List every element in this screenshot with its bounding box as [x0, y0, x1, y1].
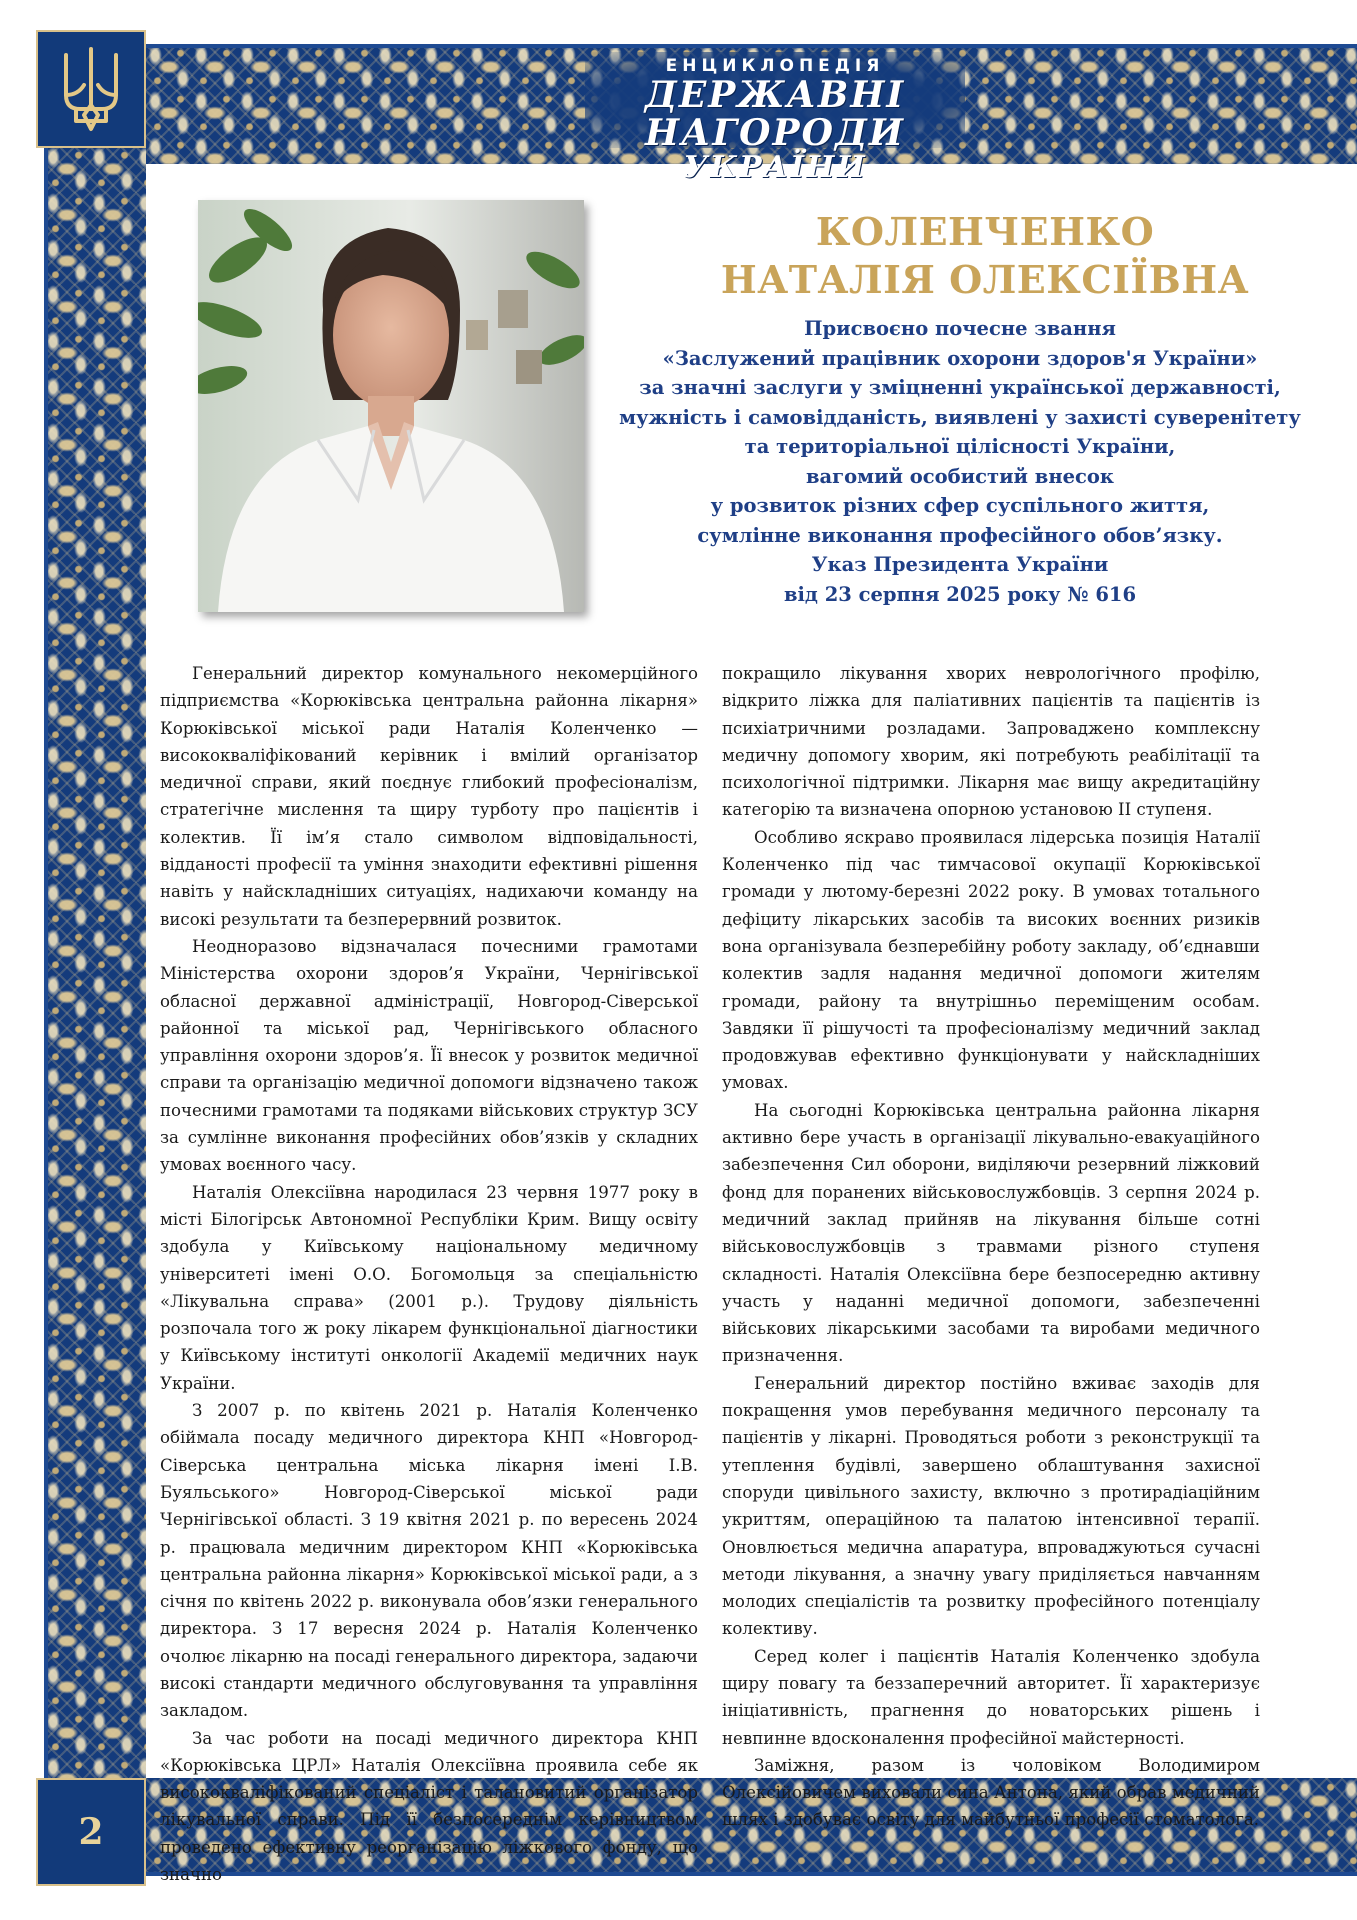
- body-paragraph: Заміжня, разом із чоловіком Володимиром Олексійовичем виховали сина Антона, який обрав медичний шлях і здобуває освіту для майбутньої професії стоматолога.: [722, 1755, 1260, 1830]
- page-number-box: [36, 1778, 146, 1886]
- award-statement: [590, 314, 1330, 609]
- person-given-names: НАТАЛІЯ ОЛЕКСІЇВНА: [720, 257, 1250, 302]
- award-line: «Заслужений працівник охорони здоров'я України»: [662, 346, 1258, 370]
- body-paragraph: На сьогодні Корюківська центральна районна лікарня активно бере участь в організації лікувально-евакуаційного забезпечення Сил оборони, виділяючи резервний ліжковий фонд для поранених військовослужбовців. З серпня 2024 р. медичний заклад прийняв на лікування більше сотні військовослужбовців з травмами різного ступеня складності. Наталія Олексіївна бере безпосередню активну участь у наданні медичної допомоги, забезпеченні військових лікарськими засобами та виробами медичного призначення.: [722, 1100, 1260, 1366]
- body-paragraph: За час роботи на посаді медичного директора КНП «Корюківська ЦРЛ» Наталія Олексіївна проявила себе як висококваліфікований спеціаліст і талановитий організатор лікувальної справи. Під її безпосереднім керівництвом проведено ефективну реорганізацію ліжкового фонду, що значно: [160, 1728, 698, 1885]
- frame-edge-top: [44, 44, 1357, 48]
- frame-edge-left: [44, 44, 48, 1876]
- award-decree: Указ Президента України: [811, 553, 1109, 576]
- award-line: та територіальної цілісності України,: [744, 435, 1176, 458]
- body-paragraph-continued: покращило лікування хворих неврологічного профілю, відкрито ліжка для паліативних пацієнтів та пацієнтів із психіатричними розладами. Запроваджено комплексну медичну допомогу хворим, які потребують реабілітації та психологічної підтримки. Лікарня має вищу акредитаційну категорію та визначена опорною установою II ступеня.: [722, 664, 1260, 820]
- award-line: у розвиток різних сфер суспільного життя,: [710, 494, 1210, 517]
- body-paragraph: Неодноразово відзначалася почесними грамотами Міністерства охорони здоров’я України, Чернігівської обласної державної адміністрації, Новгород-Сіверської районної та міської рад, Чернігівського обласного управління охорони здоров’я. Її внесок у розвиток медичної справи та організацію медичної допомоги відзначено також почесними грамотами та подяками військових структур ЗСУ за сумлінне виконання професійних обов’язків у складних умовах воєнного часу.: [160, 936, 698, 1175]
- body-paragraph: Генеральний директор комунального некомерційного підприємства «Корюківська центральна районна лікарня» Корюківської міської ради Наталія Коленченко — висококваліфікований керівник і вмілий організатор медичної справи, який поєднує глибокий професіоналізм, стратегічне мислення та щиру турботу про пацієнтів і колектив. Її ім’я стало символом відповідальності, відданості професії та уміння знаходити ефективні рішення навіть у найскладніших ситуаціях, надихаючи команду на високі результати та безперервний розвиток.: [160, 664, 698, 929]
- award-line: Присвоєно почесне звання: [804, 317, 1116, 340]
- series-title-line1: ДЕРЖАВНІ НАГОРОДИ: [644, 74, 906, 154]
- portrait-image: [198, 200, 584, 612]
- encyclopedia-label: ЕНЦИКЛОПЕДІЯ: [665, 56, 885, 76]
- award-line: за значні заслуги у зміцненні української державності,: [639, 376, 1281, 399]
- award-line: мужність і самовідданість, виявлені у захисті суверенітету: [619, 405, 1301, 429]
- body-paragraph: З 2007 р. по квітень 2021 р. Наталія Коленченко обіймала посаду медичного директора КНП «Новгород-Сіверська центральна міська лікарня імені І.В. Буяльського» Новгород-Сіверської міської ради Чернігівської області. З 19 квітня 2021 р. по вересень 2024 р. працювала медичним директором КНП «Корюківська центральна районна лікарня» Корюківської міської ради, а з січня по квітень 2022 р. виконувала обов’язки генерального директора. З 17 вересня 2024 р. Наталія Коленченко очолює лікарню на посаді генерального директора, задаючи високі стандарти медичного обслуговування та управління закладом.: [160, 1401, 698, 1721]
- award-decree-date: від 23 серпня 2025 року № 616: [783, 582, 1137, 606]
- body-paragraph: Особливо яскраво проявилася лідерська позиція Наталії Коленченко під час тимчасової окупації Корюківської громади у лютому-березні 2022 року. В умовах тотального дефіциту лікарських засобів та високих воєнних ризиків вона організувала безперебійну роботу закладу, об’єднавши колектив задля надання медичної допомоги жителям громади, району та внутрішньо переміщеним особам. Завдяки її рішучості та професіоналізму медичний заклад продовжував ефективно функціонувати у найскладніших умовах.: [722, 827, 1260, 1093]
- body-paragraph: Наталія Олексіївна народилася 23 червня 1977 року в місті Білогірськ Автономної Республіки Крим. Вищу освіту здобула у Київському національному медичному університеті імені О.О. Богомольця за спеціальністю «Лікувальна справа» (2001 р.). Трудову діяльність розпочала того ж року лікарем функціональної діагностики у Київському інституті онкології Академії медичних наук України.: [160, 1182, 698, 1393]
- encyclopedia-title-plate: [585, 52, 965, 185]
- body-column-left: [160, 660, 698, 1888]
- award-line: сумлінне виконання професійного обов’язку.: [697, 523, 1223, 547]
- left-ornament-border: [44, 146, 146, 1786]
- award-line: вагомий особистий внесок: [805, 464, 1114, 488]
- person-surname: КОЛЕНЧЕНКО: [815, 209, 1155, 254]
- series-title-line2: УКРАЇНИ: [683, 150, 867, 185]
- trident-emblem-icon: [56, 43, 126, 135]
- body-paragraph: Генеральний директор постійно вживає заходів для покращення умов перебування медичного персоналу та пацієнтів у лікарні. Проводяться роботи з реконструкції та утеплення будівлі, завершено облаштування захисної споруди цивільного захисту, включно з протирадіаційним укриттям, операційною та палатою інтенсивної терапії. Оновлюється медична апаратура, впроваджуються сучасні методи лікування, а значну увагу приділяється навчанням молодих спеціалістів та розвитку професійного потенціалу колективу.: [722, 1373, 1260, 1639]
- page-number: 2: [78, 1811, 104, 1853]
- body-column-right: [722, 660, 1260, 1834]
- portrait-photo: [198, 200, 584, 612]
- person-name: [640, 208, 1330, 304]
- body-paragraph: Серед колег і пацієнтів Наталія Коленченко здобула щиру повагу та беззаперечний авторитет. Її характеризує ініціативність, прагнення до новаторських рішень і невпинне вдосконалення професійної майстерності.: [722, 1646, 1260, 1748]
- trident-emblem-box: [36, 30, 146, 148]
